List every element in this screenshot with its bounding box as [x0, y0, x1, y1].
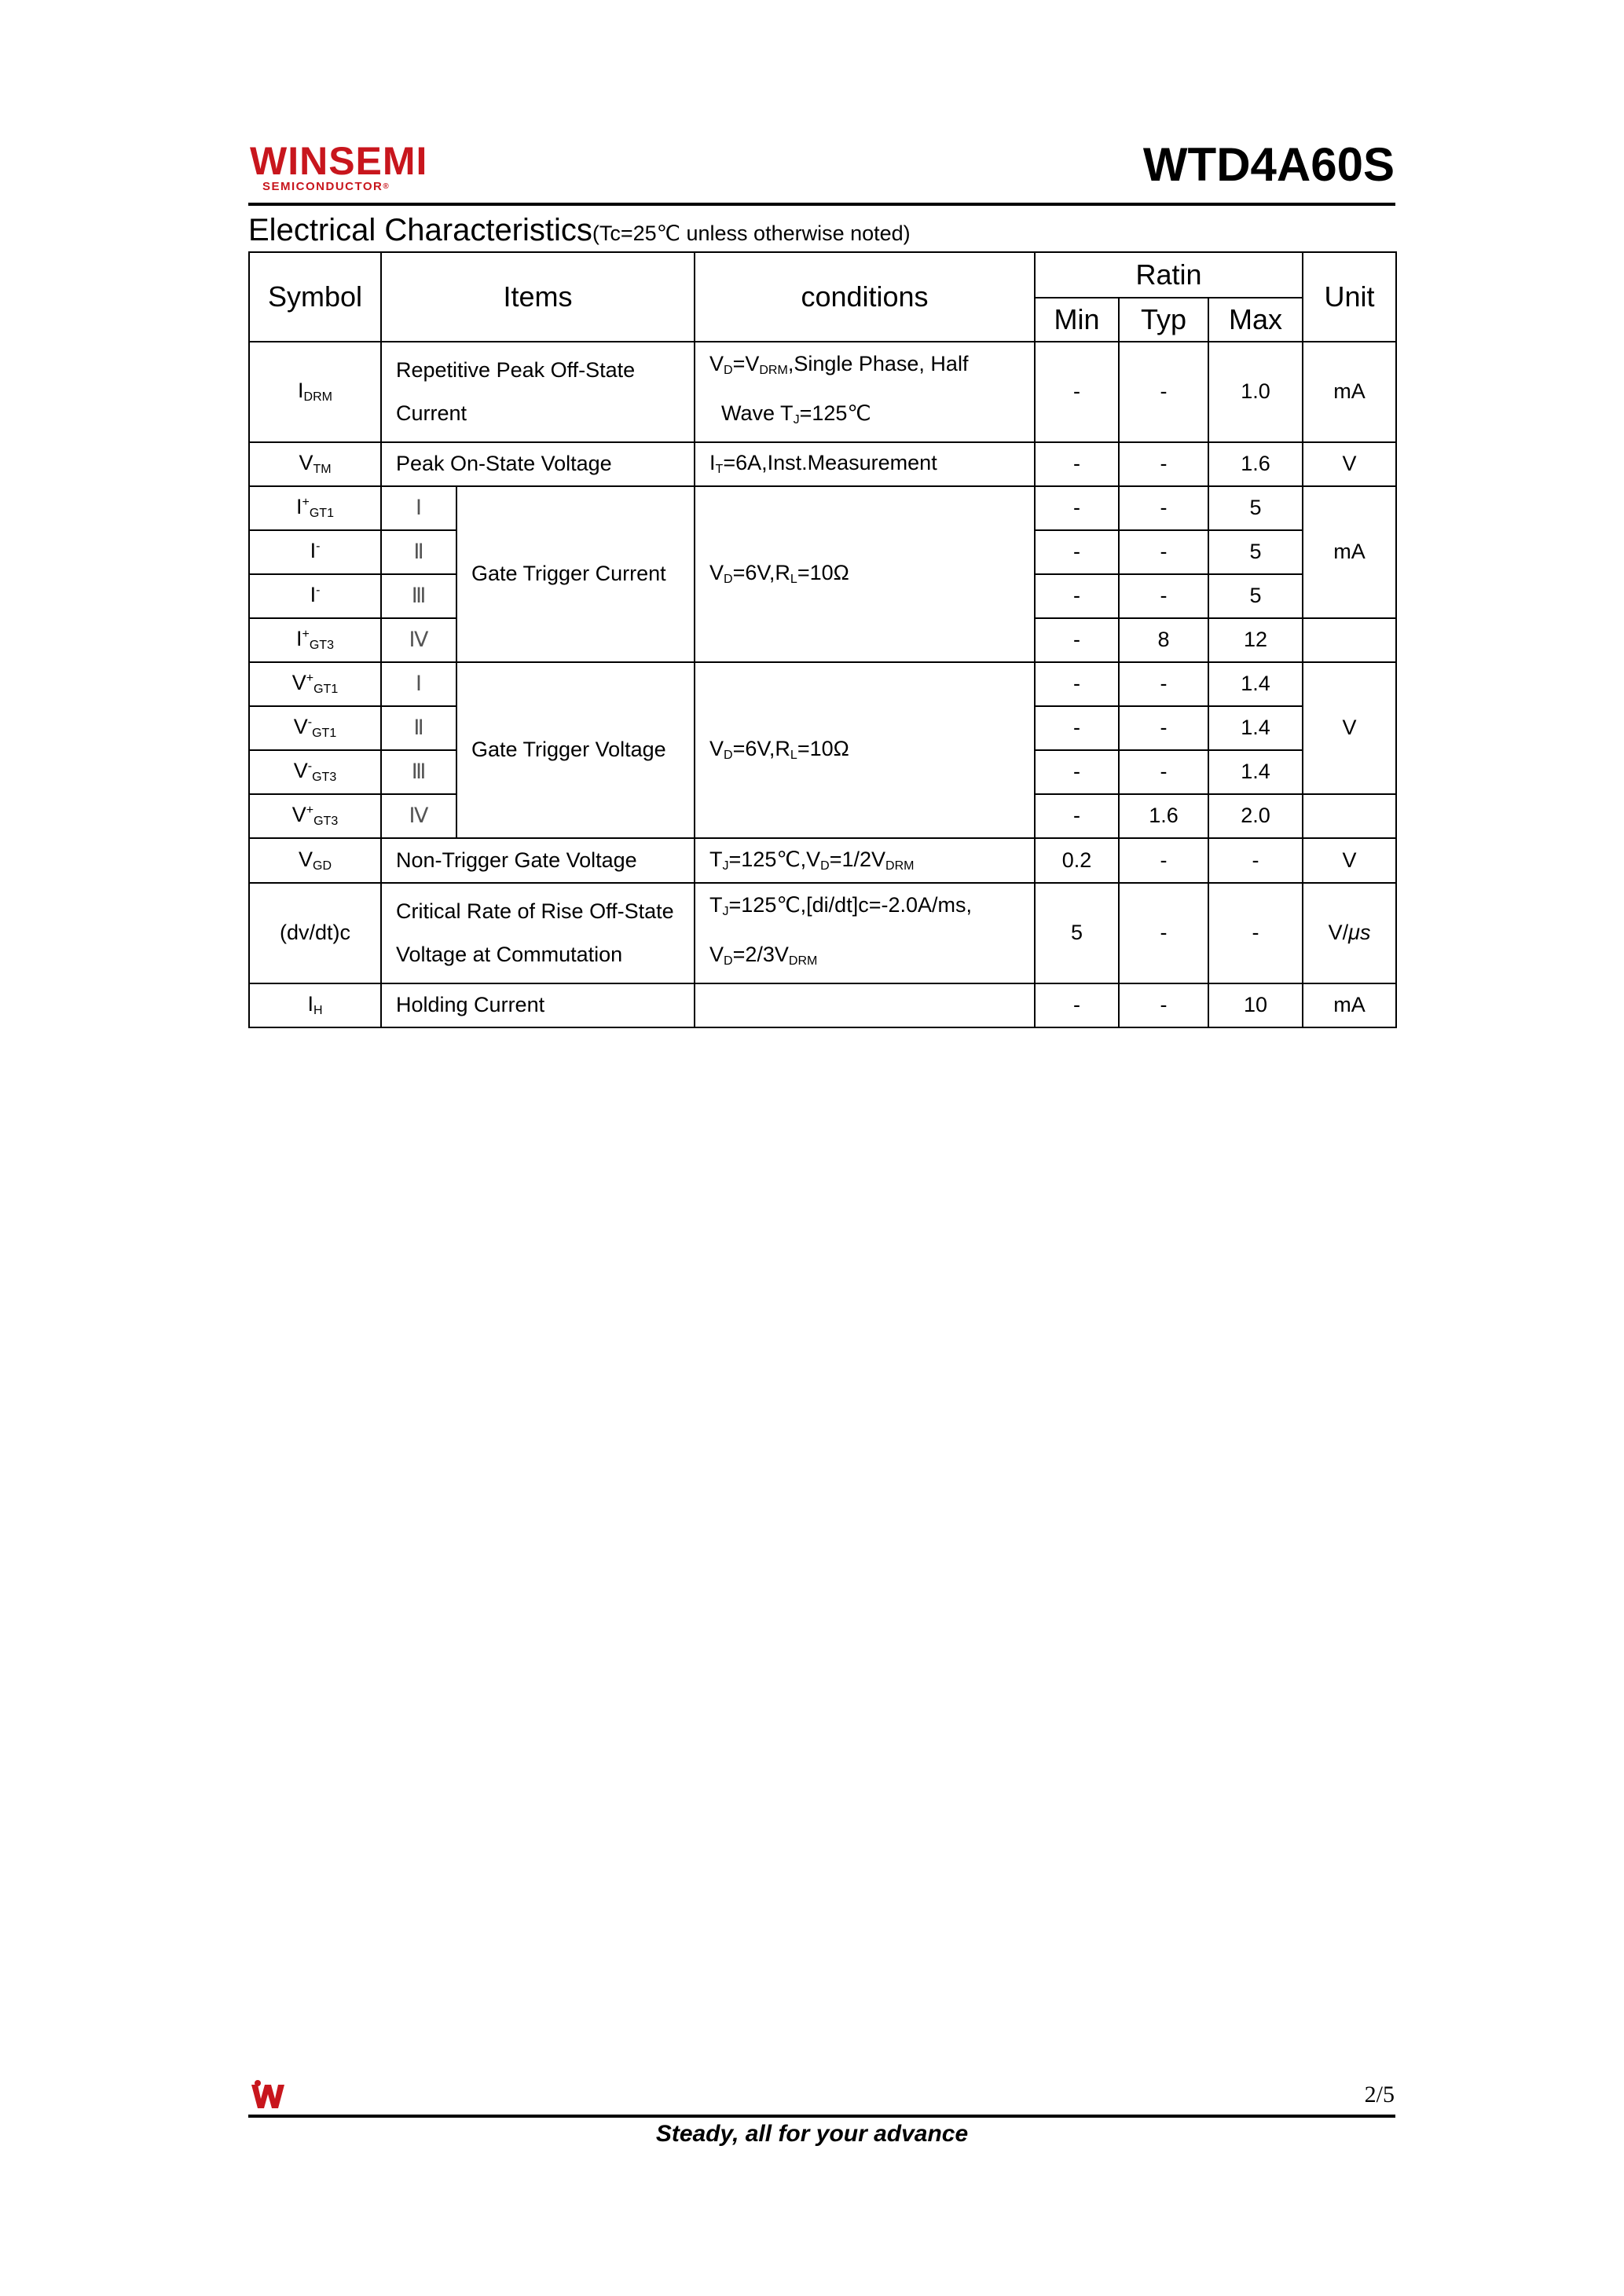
table-row-vgd: [249, 838, 1396, 883]
item-vtm: Peak On-State Voltage: [381, 442, 695, 486]
symbol-ih: $I_H$: [249, 983, 381, 1027]
min-vgt-3: -: [1035, 750, 1119, 794]
min-ih: -: [1035, 983, 1119, 1027]
header-unit: Unit: [1303, 252, 1396, 342]
max-vgt-2: 1.4: [1208, 706, 1303, 750]
max-vgt-3: 1.4: [1208, 750, 1303, 794]
max-vgt-1: 1.4: [1208, 662, 1303, 706]
min-igt-4: -: [1035, 618, 1119, 662]
item-idrm: Repetitive Peak Off-State Current: [381, 342, 695, 442]
typ-vgd: -: [1119, 838, 1208, 883]
footer-rule: [248, 2115, 1395, 2118]
condition-ih: [695, 983, 1035, 1027]
footer-logo-icon: [250, 2080, 286, 2111]
unit-vgt-4-empty: [1303, 794, 1396, 838]
symbol-vgt-4: $V^+_{GT3}$: [249, 794, 381, 838]
quadrant-vgt-2: Ⅱ: [381, 706, 456, 750]
max-igt-3: 5: [1208, 574, 1303, 618]
max-idrm: 1.0: [1208, 342, 1303, 442]
section-note: (Tc=25℃ unless otherwise noted): [592, 222, 911, 245]
typ-igt-4: 8: [1119, 618, 1208, 662]
symbol-igt-2: I-: [249, 530, 381, 574]
typ-ih: -: [1119, 983, 1208, 1027]
max-igt-4: 12: [1208, 618, 1303, 662]
quadrant-igt-4: Ⅳ: [381, 618, 456, 662]
symbol-dvdt: (dv/dt)c: [249, 883, 381, 983]
symbol-vgt-1: $V^+_{GT1}$: [249, 662, 381, 706]
table-row-ih: [249, 983, 1396, 1027]
section-title: Electrical Characteristics(Tc=25℃ unless otherwise noted): [248, 213, 911, 247]
winsemi-logo: [250, 139, 428, 196]
condition-igt: $V_D=6V,R_L=10\Omega$: [695, 486, 1035, 662]
min-vgt-4: -: [1035, 794, 1119, 838]
footer-slogan: Steady, all for your advance: [655, 2121, 969, 2147]
symbol-igt-3: I-: [249, 574, 381, 618]
quadrant-vgt-1: Ⅰ: [381, 662, 456, 706]
logo-subtitle: SEMICONDUCTOR®: [262, 180, 390, 193]
min-vgd: 0.2: [1035, 838, 1119, 883]
typ-vgt-1: -: [1119, 662, 1208, 706]
typ-dvdt: -: [1119, 883, 1208, 983]
symbol-vgt-3: $V^-_{GT3}$: [249, 750, 381, 794]
header-typ: Typ: [1119, 298, 1208, 342]
table-row-vgt1: [249, 662, 1396, 706]
min-vgt-2: -: [1035, 706, 1119, 750]
condition-vgd: $T_J=125℃,V_D=1/2V_{DRM}$: [695, 838, 1035, 883]
logo-brand-text: WINSEMI: [250, 139, 428, 183]
max-vgd: -: [1208, 838, 1303, 883]
quadrant-vgt-4: Ⅳ: [381, 794, 456, 838]
item-ih: Holding Current: [381, 983, 695, 1027]
table-row-igt1: [249, 486, 1396, 530]
typ-vgt-3: -: [1119, 750, 1208, 794]
symbol-igt-4: $I^+_{GT3}$: [249, 618, 381, 662]
min-igt-1: -: [1035, 486, 1119, 530]
unit-igt: mA: [1303, 486, 1396, 618]
trademark-symbol: ®: [383, 182, 390, 191]
item-dvdt: Critical Rate of Rise Off-State Voltage at Commutation: [381, 883, 695, 983]
max-dvdt: -: [1208, 883, 1303, 983]
typ-igt-1: -: [1119, 486, 1208, 530]
item-vgd: Non-Trigger Gate Voltage: [381, 838, 695, 883]
min-vtm: -: [1035, 442, 1119, 486]
unit-idrm: mA: [1303, 342, 1396, 442]
max-igt-2: 5: [1208, 530, 1303, 574]
symbol-igt-1: $I^+_{GT1}$: [249, 486, 381, 530]
unit-dvdt: V/μs: [1303, 883, 1396, 983]
header-rule: [248, 203, 1395, 206]
header-conditions: conditions: [695, 252, 1035, 342]
min-vgt-1: -: [1035, 662, 1119, 706]
quadrant-igt-2: Ⅱ: [381, 530, 456, 574]
item-igt: Gate Trigger Current: [456, 486, 695, 662]
max-ih: 10: [1208, 983, 1303, 1027]
typ-vgt-4: 1.6: [1119, 794, 1208, 838]
max-vtm: 1.6: [1208, 442, 1303, 486]
header-min: Min: [1035, 298, 1119, 342]
min-igt-3: -: [1035, 574, 1119, 618]
page-number: 2/5: [1364, 2082, 1395, 2107]
header-ratin: Ratin: [1035, 252, 1303, 298]
typ-idrm: -: [1119, 342, 1208, 442]
symbol-vtm: $V_{TM}$: [249, 442, 381, 486]
table-row-dvdt: [249, 883, 1396, 983]
condition-idrm: $V_D=V_{DRM},Single$ Phase, Half Wave $T_J=125℃$: [695, 342, 1035, 442]
unit-vtm: V: [1303, 442, 1396, 486]
typ-igt-2: -: [1119, 530, 1208, 574]
quadrant-igt-3: Ⅲ: [381, 574, 456, 618]
part-number: WTD4A60S: [1142, 138, 1395, 191]
electrical-characteristics-table: [248, 251, 1397, 1028]
unit-ih: mA: [1303, 983, 1396, 1027]
header-max: Max: [1208, 298, 1303, 342]
unit-vgt: V: [1303, 662, 1396, 794]
typ-vgt-2: -: [1119, 706, 1208, 750]
max-vgt-4: 2.0: [1208, 794, 1303, 838]
quadrant-vgt-3: Ⅲ: [381, 750, 456, 794]
table-row-vtm: [249, 442, 1396, 486]
condition-vtm: $I_T=6A,Inst.Measurement$: [695, 442, 1035, 486]
unit-igt-4-empty: [1303, 618, 1396, 662]
min-dvdt: 5: [1035, 883, 1119, 983]
min-idrm: -: [1035, 342, 1119, 442]
condition-vgt: $V_D=6V,R_L=10\Omega$: [695, 662, 1035, 838]
typ-vtm: -: [1119, 442, 1208, 486]
typ-igt-3: -: [1119, 574, 1208, 618]
header-items: Items: [381, 252, 695, 342]
quadrant-igt-1: Ⅰ: [381, 486, 456, 530]
min-igt-2: -: [1035, 530, 1119, 574]
header-symbol: Symbol: [249, 252, 381, 342]
condition-dvdt: $T_J=125℃,[di/dt]c=-2.0A/ms$, $V_D=2/3V_{DRM}$: [695, 883, 1035, 983]
symbol-vgd: $V_{GD}$: [249, 838, 381, 883]
max-igt-1: 5: [1208, 486, 1303, 530]
table-row-idrm: [249, 342, 1396, 442]
item-vgt: Gate Trigger Voltage: [456, 662, 695, 838]
symbol-vgt-2: $V^-_{GT1}$: [249, 706, 381, 750]
symbol-idrm: $I_{DRM}$: [249, 342, 381, 442]
unit-vgd: V: [1303, 838, 1396, 883]
